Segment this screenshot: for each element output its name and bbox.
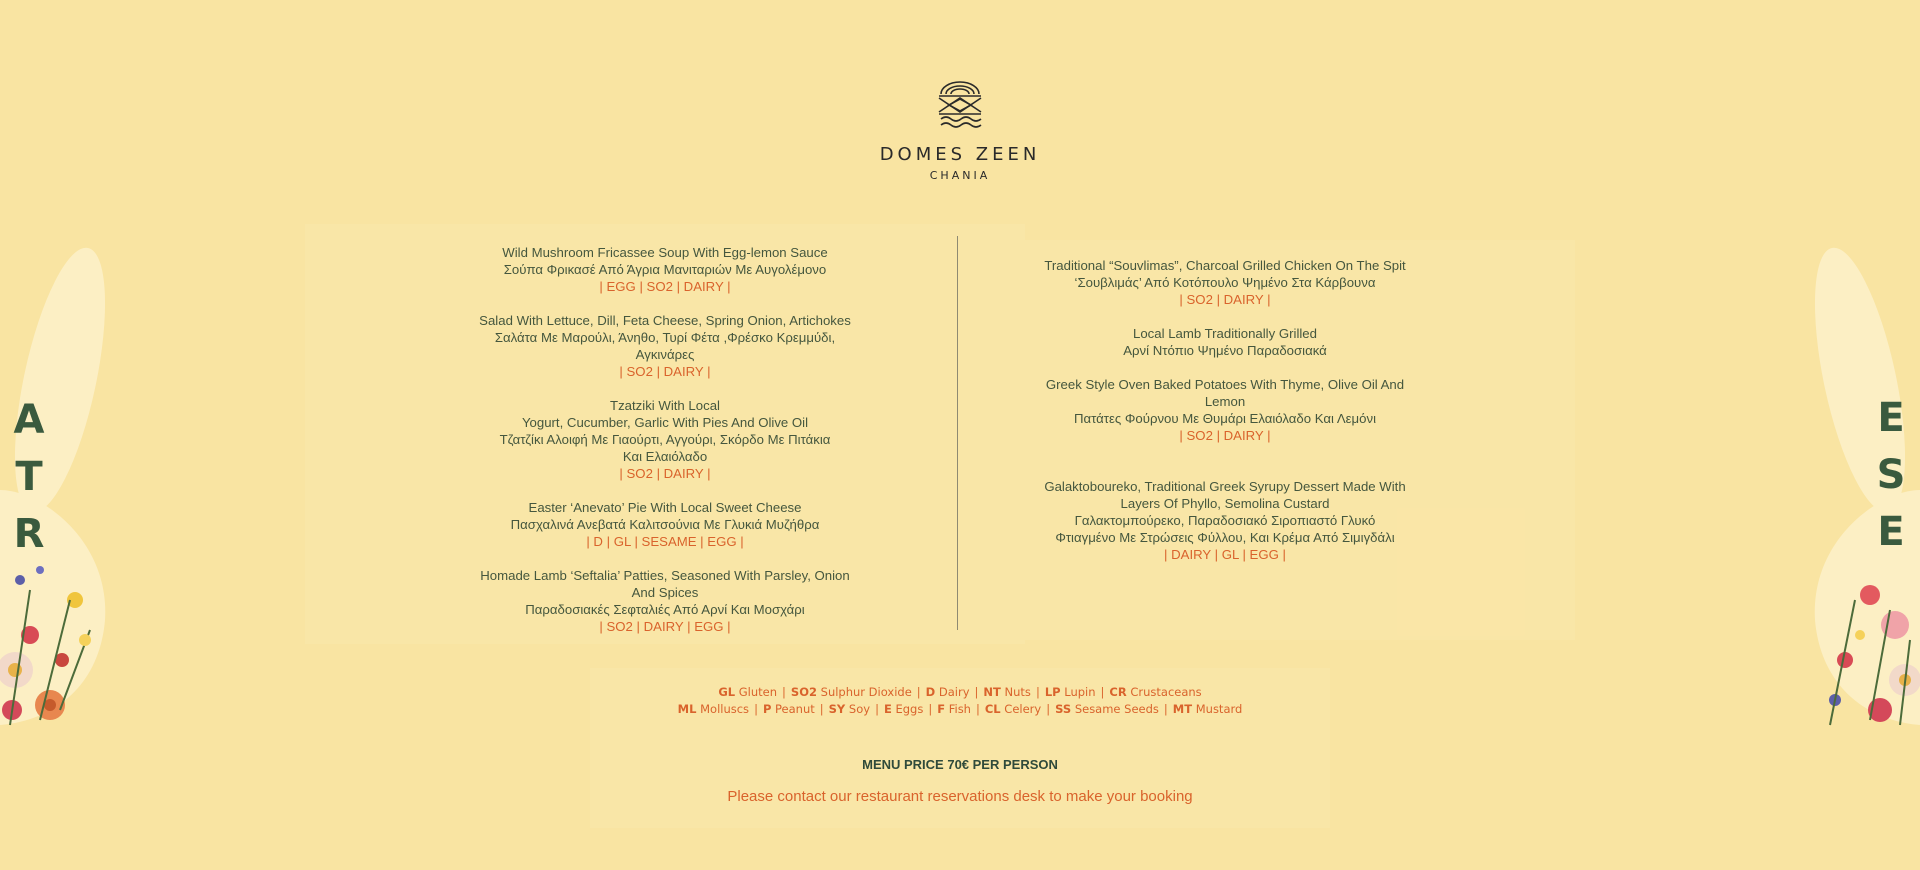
menu-item-line: Αγκινάρες [635,347,695,362]
allergen-code: D [925,685,936,699]
menu-item-line: Παραδοσιακές Σεφταλιές Από Αρνί Και Μοσχάρι [525,602,805,617]
menu-item-allergens: | DAIRY | GL | EGG | [1164,547,1286,562]
allergen-code: GL [718,685,736,699]
menu-item [1025,376,1425,444]
allergen-name: Mustard [1195,702,1243,716]
menu-item-allergens: | SO2 | DAIRY | EGG | [599,619,731,634]
allergen-code: SS [1055,702,1072,716]
brand-logo [0,80,1920,182]
menu-item-line: Local Lamb Traditionally Grilled [1133,326,1317,341]
legend-separator: | [1035,685,1040,699]
allergen-code: CR [1109,685,1127,699]
allergen-name: Soy [848,702,871,716]
side-letters-left [4,392,54,563]
menu-item-line: Easter ‘Anevato’ Pie With Local Sweet Cheese [528,500,802,515]
legend-separator: | [1046,702,1051,716]
booking-contact-note: Please contact our restaurant reservations desk to make your booking [727,788,1193,805]
legend-separator: | [1100,685,1105,699]
side-letter: E [1877,509,1905,555]
menu-item-line: Πασχαλινά Ανεβατά Καλιτσούνια Με Γλυκιά Μυζήθρα [510,517,820,532]
menu-item-line: Traditional “Souvlimas”, Charcoal Grilled Chicken On The Spit [1044,258,1406,273]
menu-item-line: And Spices [631,585,699,600]
legend-separator: | [928,702,933,716]
legend-separator: | [819,702,824,716]
menu-item-line: Φτιαγμένο Με Στρώσεις Φύλλου, Και Κρέμα Από Σιμιγδάλι [1055,530,1395,545]
side-letter: T [15,454,43,500]
spacer [1025,461,1425,478]
menu-item-line: Lemon [1204,394,1246,409]
menu-item [465,244,865,295]
allergen-name: Crustaceans [1130,685,1202,699]
allergen-name: Peanut [775,702,815,716]
side-letter: R [13,511,45,557]
legend-separator: | [782,685,786,699]
menu-item-line: Σούπα Φρικασέ Από Άγρια Μανιταριών Με Αυγολέμονο [503,262,827,277]
menu-item [465,499,865,550]
allergen-name: Molluscs [700,702,750,716]
legend-separator: | [975,702,980,716]
side-letter: E [1877,395,1905,441]
allergen-name: Nuts [1004,685,1031,699]
legend-row-2 [0,701,1920,718]
menu-item [1025,478,1425,563]
allergen-code: E [883,702,892,716]
allergen-code: MT [1172,702,1193,716]
menu-item-line: Layers Of Phyllo, Semolina Custard [1120,496,1330,511]
legend-separator: | [875,702,879,716]
brand-city: CHANIA [929,169,991,182]
menu-item [465,312,865,380]
allergen-code: F [937,702,946,716]
allergen-code: SO2 [790,685,817,699]
menu-item-line: Σαλάτα Με Μαρούλι, Άνηθο, Τυρί Φέτα ,Φρέσκο Κρεμμύδι, [494,330,836,345]
menu-item-allergens: | D | GL | SESAME | EGG | [586,534,744,549]
menu-item-line: ‘Σουβλιμάς’ Από Κοτόπουλο Ψημένο Στα Κάρβουνα [1074,275,1376,290]
menu-item-allergens: | SO2 | DAIRY | [1179,292,1271,307]
menu-item-allergens: | SO2 | DAIRY | [619,466,711,481]
allergen-name: Fish [948,702,971,716]
menu-item-line: Και Ελαιόλαδο [622,449,708,464]
side-letter: A [13,397,45,443]
menu-item-line: Tzatziki With Local [610,398,720,413]
menu-item-line: Galaktoboureko, Traditional Greek Syrupy Dessert Made With [1044,479,1406,494]
side-letters-right [1866,390,1916,561]
menu-item-allergens: | SO2 | DAIRY | [619,364,711,379]
allergen-name: Lupin [1064,685,1096,699]
menu-item-line: Wild Mushroom Fricassee Soup With Egg-lemon Sauce [502,245,828,260]
allergen-name: Sesame Seeds [1074,702,1159,716]
allergen-name: Eggs [895,702,924,716]
menu-price: MENU PRICE 70€ PER PERSON [862,757,1058,772]
menu-item-allergens: | SO2 | DAIRY | [1179,428,1271,443]
allergen-name: Dairy [938,685,970,699]
menu-item-allergens: | EGG | SO2 | DAIRY | [599,279,731,294]
legend-separator: | [974,685,979,699]
allergen-code: LP [1044,685,1061,699]
menu-item-line: Greek Style Oven Baked Potatoes With Thyme, Olive Oil And [1045,377,1405,392]
menu-item-line: Γαλακτομπούρεκο, Παραδοσιακό Σιροπιαστό Γλυκό [1074,513,1376,528]
legend-separator: | [1163,702,1168,716]
allergen-code: SY [828,702,846,716]
menu-column-left [465,244,865,652]
menu-column-right [1025,257,1425,580]
menu-item [465,567,865,635]
menu-item-line: Salad With Lettuce, Dill, Feta Cheese, Spring Onion, Artichokes [479,313,851,328]
menu-item-line: Τζατζίκι Αλοιφή Με Γιαούρτι, Αγγούρι, Σκόρδο Με Πιτάκια [499,432,831,447]
allergen-name: Sulphur Dioxide [820,685,912,699]
domes-zeen-emblem-icon [937,80,983,130]
legend-separator: | [754,702,758,716]
menu-item-line: Homade Lamb ‘Seftalia’ Patties, Seasoned With Parsley, Onion [480,568,850,583]
column-divider [957,236,958,630]
allergen-code: CL [984,702,1001,716]
allergen-code: ML [677,702,697,716]
legend-row-1 [0,684,1920,701]
menu-item [1025,325,1425,359]
allergen-name: Celery [1004,702,1042,716]
brand-name: DOMES ZEEN [879,144,1041,165]
allergen-code: NT [983,685,1001,699]
allergen-name: Gluten [738,685,778,699]
allergen-legend [0,684,1920,718]
allergen-code: P [762,702,772,716]
menu-item-line: Αρνί Ντόπιο Ψημένο Παραδοσιακά [1123,343,1327,358]
legend-separator: | [916,685,921,699]
menu-item-line: Πατάτες Φούρνου Με Θυμάρι Ελαιόλαδο Και Λεμόνι [1073,411,1377,426]
menu-item-line: Yogurt, Cucumber, Garlic With Pies And Olive Oil [521,415,809,430]
menu-item [1025,257,1425,308]
menu-item [465,397,865,482]
side-letter: S [1876,452,1906,498]
